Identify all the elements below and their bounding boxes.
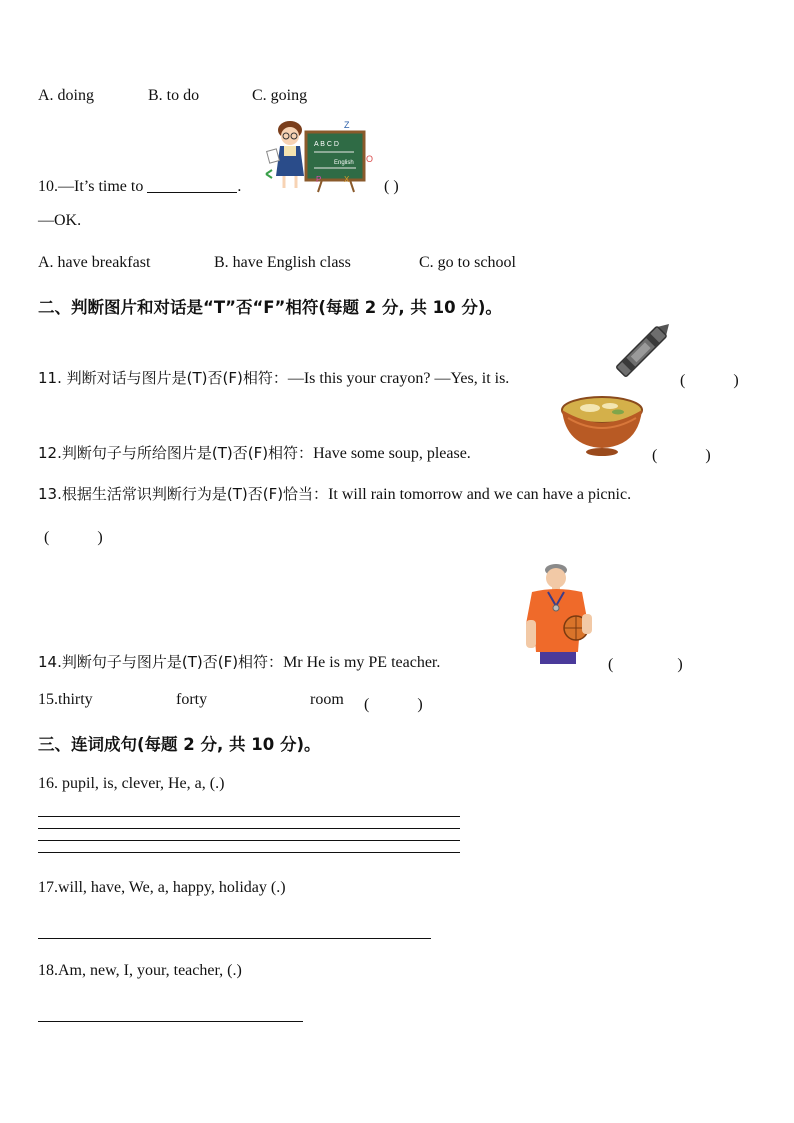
q9-option-b: B. to do — [148, 87, 200, 104]
q10-question — [38, 178, 241, 196]
q11-question — [38, 367, 509, 388]
q10-answer-paren[interactable]: ( ) — [384, 178, 399, 195]
section-3-title: 三、连词成句(每题 2 分, 共 10 分)。 — [38, 735, 321, 754]
q16-answer-line-3[interactable] — [38, 840, 460, 841]
q13-prefix: 13.根据生活常识判断行为是(T)否(F)恰当： — [38, 485, 329, 503]
q18-question: 18.Am, new, I, your, teacher, (.) — [38, 962, 242, 979]
q15-word-3: room — [310, 691, 344, 708]
letter-o: O — [366, 154, 374, 164]
soup-bowl-illustration — [560, 394, 644, 458]
letter-z: Z — [344, 120, 350, 130]
q16-answer-line-2[interactable] — [38, 828, 460, 829]
q14-question — [38, 651, 440, 672]
q9-option-a: A. doing — [38, 87, 94, 104]
q10-period: . — [237, 178, 242, 195]
q10-reply: —OK. — [38, 212, 82, 229]
q16-answer-line-4[interactable] — [38, 852, 460, 853]
q10-option-a: A. have breakfast — [38, 254, 151, 271]
q10-option-b: B. have English class — [214, 254, 351, 271]
letter-x: X — [344, 175, 350, 184]
teacher-chalkboard-illustration — [262, 118, 380, 196]
q9-option-c: C. going — [252, 87, 308, 104]
q13-question — [38, 483, 631, 504]
q12-prefix: 12.判断句子与所给图片是(T)否(F)相符： — [38, 444, 314, 462]
pe-teacher-illustration — [520, 562, 600, 666]
q17-answer-line[interactable] — [38, 938, 431, 939]
q10-answer-blank[interactable] — [147, 178, 237, 193]
q16-question: 16. pupil, is, clever, He, a, (.) — [38, 775, 225, 792]
q13-answer-paren[interactable]: ( ) — [44, 529, 103, 546]
q14-answer-paren[interactable]: ( ) — [608, 656, 683, 673]
section-2-title: 二、判断图片和对话是“T”否“F”相符(每题 2 分, 共 10 分)。 — [38, 298, 502, 317]
q12-question — [38, 442, 471, 463]
letter-p: P — [316, 175, 322, 184]
crayon-illustration — [612, 324, 668, 382]
q14-text: Mr He is my PE teacher. — [283, 654, 441, 671]
q13-text: It will rain tomorrow and we can have a picnic. — [328, 486, 632, 503]
q15-word-1: 15.thirty — [38, 691, 93, 708]
q11-text: —Is this your crayon? —Yes, it is. — [287, 370, 510, 387]
q11-prefix: 11. 判断对话与图片是(T)否(F)相符： — [38, 369, 288, 387]
board-letters: A B C D — [314, 141, 339, 148]
q10-option-c: C. go to school — [419, 254, 516, 271]
q11-answer-paren[interactable]: ( ) — [680, 372, 739, 389]
q16-answer-line-1[interactable] — [38, 816, 460, 817]
q10-prompt: 10.—It’s time to — [38, 178, 144, 195]
q12-answer-paren[interactable]: ( ) — [652, 447, 711, 464]
q14-prefix: 14.判断句子与图片是(T)否(F)相符： — [38, 653, 284, 671]
q15-word-2: forty — [176, 691, 208, 708]
q12-text: Have some soup, please. — [313, 445, 471, 462]
q15-answer-paren[interactable]: ( ) — [364, 696, 423, 713]
board-word: English — [334, 160, 354, 166]
q17-question: 17.will, have, We, a, happy, holiday (.) — [38, 879, 286, 896]
q18-answer-line[interactable] — [38, 1021, 303, 1022]
